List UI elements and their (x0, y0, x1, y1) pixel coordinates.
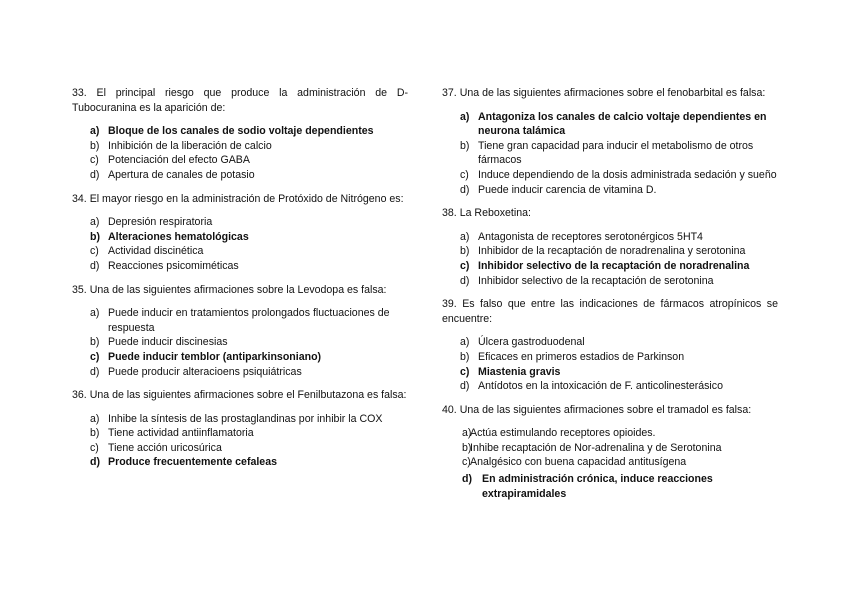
question-35 (72, 283, 408, 380)
question-33 (72, 86, 408, 183)
option-b: b) Tiene actividad antiinflamatoria (90, 427, 254, 440)
options-list (442, 426, 778, 501)
question-text: 36. Una de las siguientes afirmaciones sobre el Fenilbutazona es falsa: (72, 389, 407, 402)
left-column (72, 86, 408, 470)
option-a: a) Depresión respiratoria (90, 216, 213, 229)
options-list (72, 412, 408, 470)
option-c: c) Puede inducir temblor (antiparkinsoniano) (90, 350, 322, 363)
option-d: d) Puede inducir carencia de vitamina D. (460, 183, 657, 196)
option-d: d) Antídotos en la intoxicación de F. anticolinesterásico (460, 380, 723, 393)
option-c: c) Inhibidor selectivo de la recaptación de noradrenalina (460, 259, 750, 272)
option-a: a) Puede inducir en tratamientos prolongados fluctuaciones de respuesta (90, 307, 390, 334)
option-c: c) Miastenia gravis (460, 365, 561, 378)
question-text: 34. El mayor riesgo en la administración de Protóxido de Nitrógeno es: (72, 192, 404, 205)
option-b: b) Puede inducir discinesias (90, 336, 228, 349)
option-d: d) Reacciones psicomiméticas (90, 259, 239, 272)
option-b: b) Tiene gran capacidad para inducir el metabolismo de otros fármacos (460, 139, 754, 167)
options-list (72, 215, 408, 273)
question-text: 38. La Reboxetina: (442, 207, 531, 220)
question-text: 40. Una de las siguientes afirmaciones sobre el tramadol es falsa: (442, 403, 752, 416)
option-c: c) Potenciación del efecto GABA (90, 154, 250, 167)
option-b: b) Inhibidor de la recaptación de noradrenalina y serotonina (460, 245, 746, 258)
question-39 (442, 297, 778, 394)
question-37 (442, 86, 778, 197)
option-a: a) Bloque de los canales de sodio voltaje dependientes (90, 125, 374, 138)
option-a: a) Actúa estimulando receptores opioides. (462, 427, 656, 440)
option-c: c) Analgésico con buena capacidad antitusígena (462, 456, 687, 469)
option-c: c) Tiene acción uricosúrica (90, 441, 222, 454)
option-a: a) Inhibe la síntesis de las prostaglandinas por inhibir la COX (90, 412, 383, 425)
option-d: d) Apertura de canales de potasio (90, 168, 255, 181)
option-a: a) Úlcera gastroduodenal (460, 336, 585, 349)
option-c: c) Actividad discinética (90, 245, 204, 258)
option-b: b) Alteraciones hematológicas (90, 230, 249, 243)
question-40 (442, 403, 778, 502)
question-34 (72, 192, 408, 274)
option-a: a) Antagonista de receptores serotonérgicos 5HT4 (460, 230, 703, 243)
question-text: 37. Una de las siguientes afirmaciones sobre el fenobarbital es falsa: (442, 87, 766, 99)
option-d: d) Produce frecuentemente cefaleas (90, 456, 277, 469)
option-a: a) Antagoniza los canales de calcio voltaje dependientes en neurona talámica (460, 110, 767, 138)
option-d: d) Puede producir alteracioens psiquiátricas (90, 365, 302, 378)
question-text: 35. Una de las siguientes afirmaciones sobre la Levodopa es falsa: (72, 283, 387, 296)
option-d: d) Inhibidor selectivo de la recaptación de serotonina (460, 274, 714, 287)
right-column (442, 86, 778, 501)
options-list (442, 335, 778, 393)
option-c: c) Induce dependiendo de la dosis administrada sedación y sueño (460, 168, 777, 181)
question-36 (72, 388, 408, 470)
option-b: b) Inhibición de la liberación de calcio (90, 139, 272, 152)
question-38 (442, 206, 778, 288)
option-d: d) En administración crónica, induce reacciones extrapiramidales (462, 473, 713, 500)
options-list (442, 110, 778, 198)
option-b: b) Eficaces en primeros estadios de Parkinson (460, 350, 685, 363)
options-list (72, 306, 408, 379)
question-text: 33. El principal riesgo que produce la administración de D-Tubocuranina es la aparición de: (72, 87, 408, 114)
options-list (442, 230, 778, 288)
question-text: 39. Es falso que entre las indicaciones de fármacos atropínicos se encuentre: (442, 298, 778, 325)
options-list (72, 124, 408, 182)
option-b: b) Inhibe recaptación de Nor-adrenalina y de Serotonina (462, 441, 722, 454)
